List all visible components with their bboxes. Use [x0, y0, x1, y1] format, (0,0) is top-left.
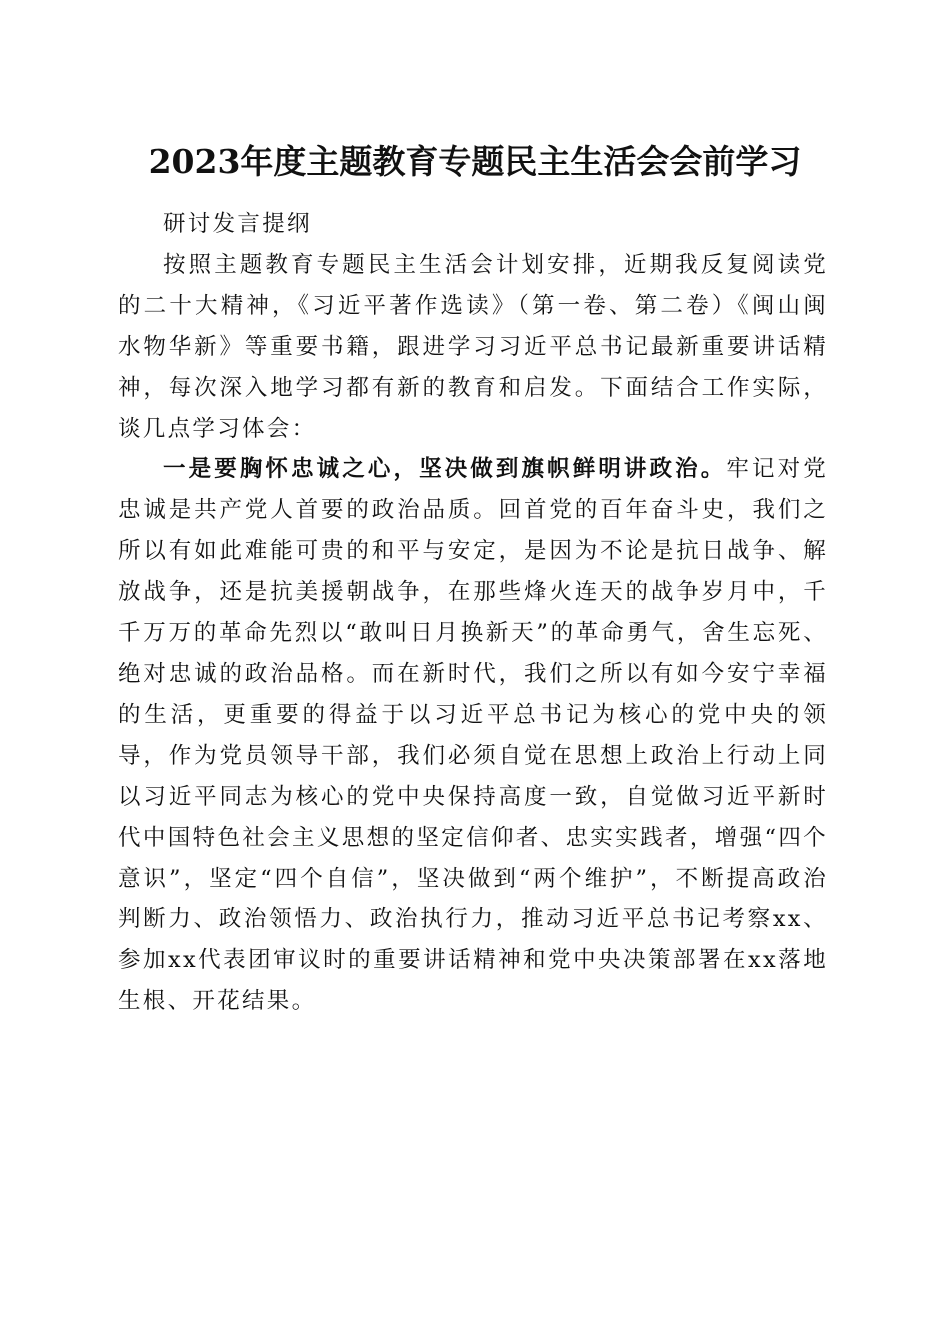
paragraph-point-one-text: 牢记对党忠诚是共产党人首要的政治品质。回首党的百年奋斗史，我们之所以有如此难能可贵的和平与安定，是因为不论是抗日战争、解放战争，还是抗美援朝战争，在那些烽火连天的战争岁月中，千千万万的革命先烈以“敢叫日月换新天”的革命勇气，舍生忘死、绝对忠诚的政治品格。而在新时代，我们之所以有如今安宁幸福的生活，更重要的得益于以习近平总书记为核心的党中央的领导，作为党员领导干部，我们必须自觉在思想上政治上行动上同以习近平同志为核心的党中央保持高度一致，自觉做习近平新时代中国特色社会主义思想的坚定信仰者、忠实实践者，增强“四个意识”，坚定“四个自信”，坚决做到“两个维护”，不断提高政治判断力、政治领悟力、政治执行力，推动习近平总书记考察xx、参加xx代表团审议时的重要讲话精神和党中央决策部署在xx落地生根、开花结果。 [118, 456, 828, 1015]
document-subtitle: 研讨发言提纲 [163, 211, 312, 237]
document-title: 2023年度主题教育专题民主生活会会前学习 [148, 142, 802, 181]
paragraph-intro-text: 按照主题教育专题民主生活会计划安排，近期我反复阅读党的二十大精神，《习近平著作选读》（第一卷、第二卷）《闽山闽水物华新》等重要书籍，跟进学习习近平总书记最新重要讲话精神，每次深入地学习都有新的教育和启发。下面结合工作实际，谈几点学习体会： [118, 251, 828, 442]
paragraph-intro [118, 245, 828, 450]
document-body [118, 204, 828, 1022]
paragraph-point-one-lead: 一是要胸怀忠诚之心，坚决做到旗帜鲜明讲政治。 [163, 456, 727, 483]
paragraph-point-one [118, 449, 828, 1022]
